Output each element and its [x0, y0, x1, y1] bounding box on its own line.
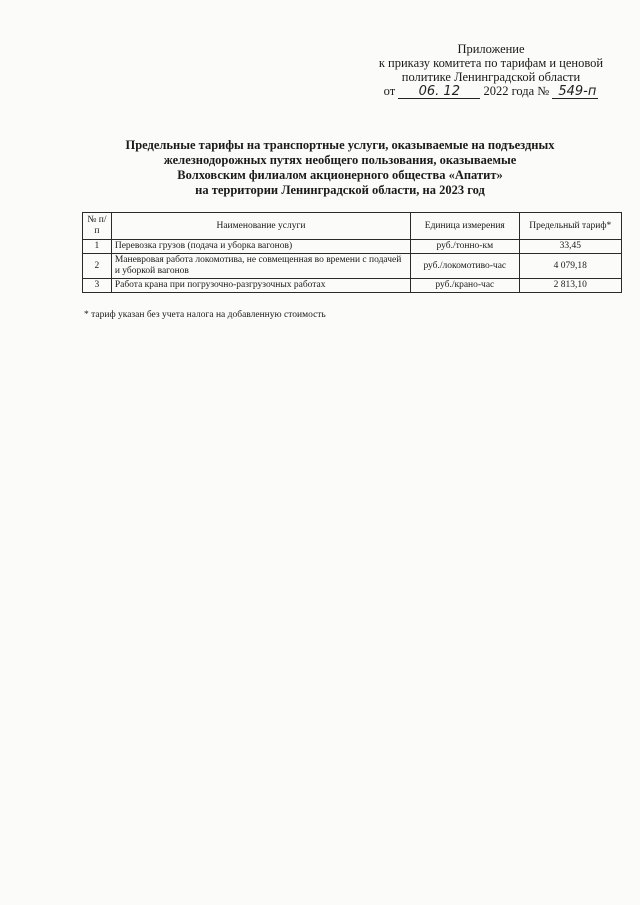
appendix-header [350, 42, 632, 99]
committee-line: политике Ленинградской области [401, 70, 581, 84]
title-line-1: Предельные тарифы на транспортные услуги, оказываемые на подъездных [125, 138, 555, 152]
row-service-name: Работа крана при погрузочно-разгрузочных работах [111, 279, 410, 293]
appendix-label: Приложение [457, 42, 525, 56]
row-num: 3 [83, 279, 112, 293]
year-text: 2022 года № [483, 84, 550, 98]
row-service-name: Маневровая работа локомотива, не совмещенная во времени с подачей и уборкой вагонов [111, 254, 410, 279]
order-number-handwritten: 549-п [552, 85, 598, 99]
header-price: Предельный тариф* [519, 213, 622, 240]
row-num: 2 [83, 254, 112, 279]
table-row [83, 240, 622, 254]
vat-footnote: * тариф указан без учета налога на добавленную стоимость [84, 310, 326, 320]
document-title [120, 138, 560, 198]
row-unit: руб./локомотиво-час [411, 254, 519, 279]
title-line-2: железнодорожных путях необщего пользования, оказываемые [163, 153, 517, 167]
title-line-4: на территории Ленинградской области, на 2023 год [195, 183, 485, 197]
table-row [83, 254, 622, 279]
order-date-handwritten: 06. 12 [398, 85, 480, 99]
row-price: 4 079,18 [519, 254, 622, 279]
row-price: 33,45 [519, 240, 622, 254]
table-header-row [83, 213, 622, 240]
table-row [83, 279, 622, 293]
row-service-name: Перевозка грузов (подача и уборка вагонов) [111, 240, 410, 254]
header-unit: Единица измерения [411, 213, 519, 240]
header-service-name: Наименование услуги [111, 213, 410, 240]
row-unit: руб./крано-час [411, 279, 519, 293]
row-price: 2 813,10 [519, 279, 622, 293]
row-num: 1 [83, 240, 112, 254]
row-unit: руб./тонно-км [411, 240, 519, 254]
order-date-line [350, 84, 632, 99]
date-prefix: от [383, 84, 396, 98]
header-num: № п/п [83, 213, 112, 240]
order-reference-line: к приказу комитета по тарифам и ценовой [378, 56, 604, 70]
title-line-3: Волховским филиалом акционерного общества «Апатит» [177, 168, 503, 182]
tariffs-table [82, 212, 622, 293]
